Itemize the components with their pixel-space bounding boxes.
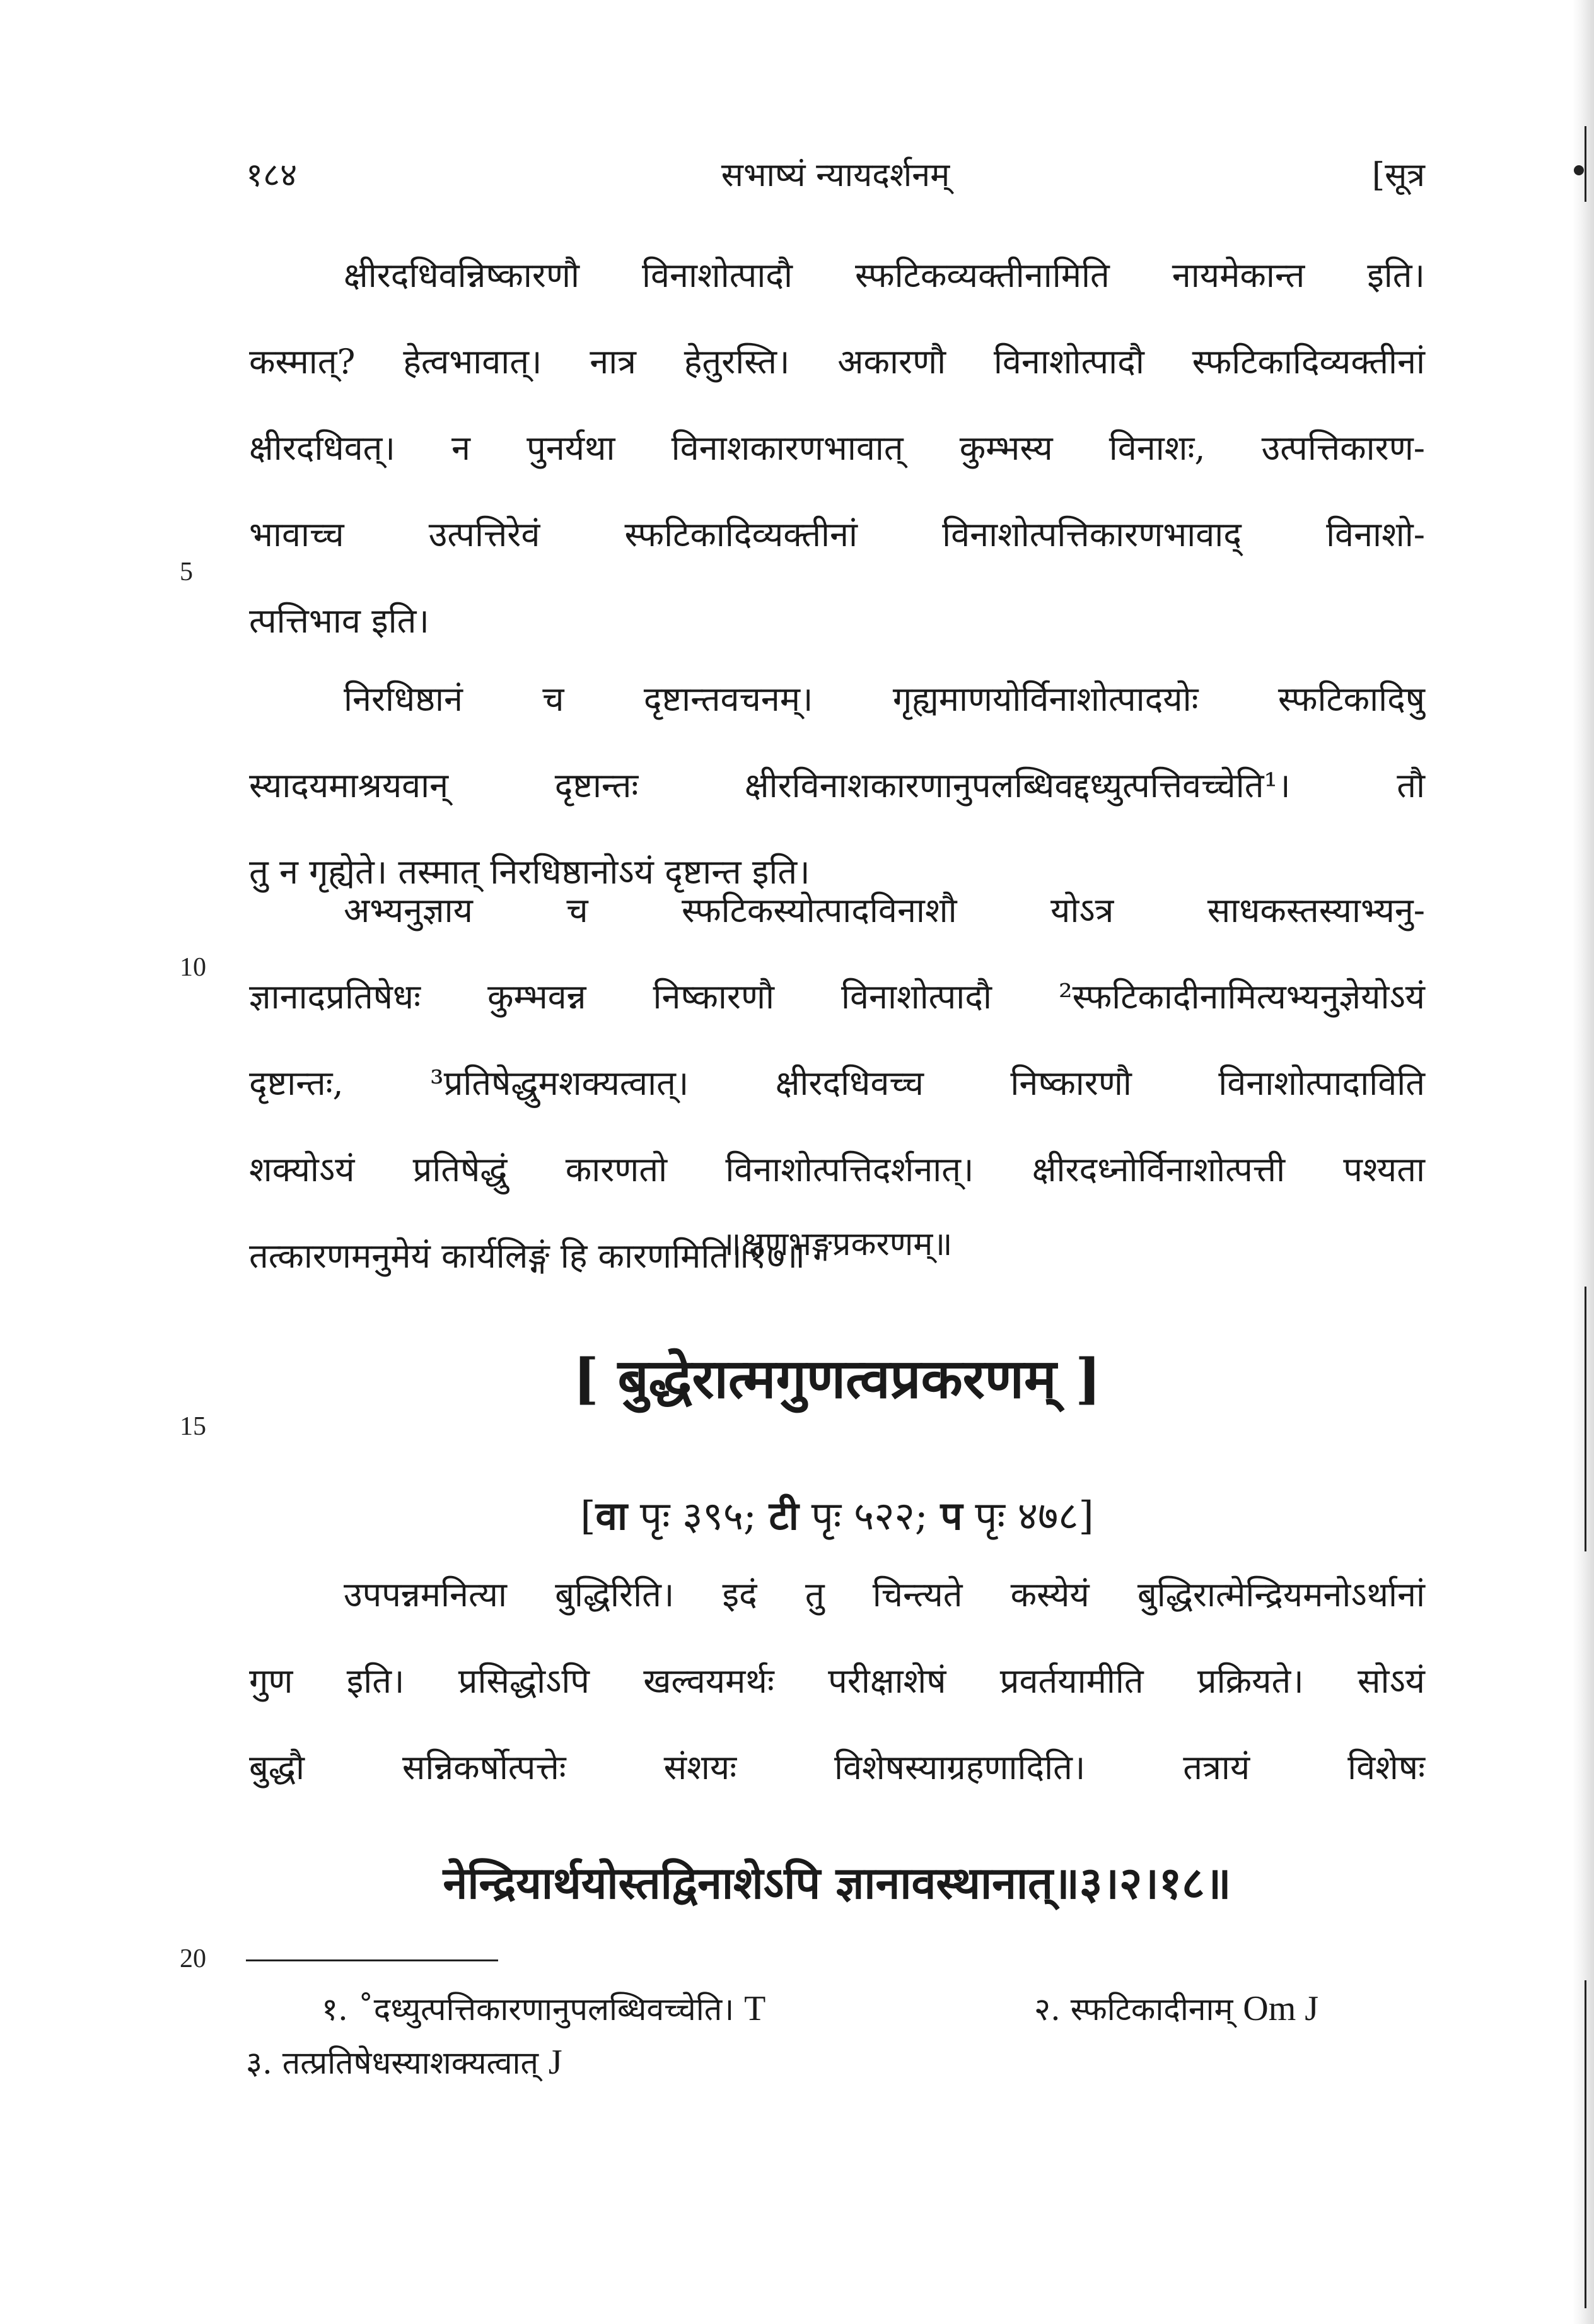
text-line: गुण इति। प्रसिद्धोऽपि खल्वयमर्थः परीक्षाशेषं प्रवर्तयामीति प्रक्रियते। सोऽयं [249,1661,1425,1701]
section-end-marker: ॥क्षणभङ्गप्रकरणम्॥ [721,1225,953,1263]
scan-edge-dot [1574,165,1584,175]
sutra-heading: नेन्द्रियार्थयोस्तद्विनाशेऽपि ज्ञानावस्थानात्॥३।२।१८॥ [443,1857,1231,1909]
line-number: 20 [180,1944,206,1973]
citation-siglum-pa: प [940,1493,963,1539]
paragraph-1 [249,232,1425,664]
running-title: सभाष्यं न्यायदर्शनम् [721,156,950,194]
text-line: बुद्धौ सन्निकर्षोत्पत्तेः संशयः विशेषस्याग्रहणादिति। तत्रायं विशेषः [249,1748,1425,1787]
footnote-text: २. स्फटिकादीनाम् [1034,1991,1233,2028]
line-number: 15 [180,1412,206,1441]
text-line: क्षीरदधिवत्। न पुनर्यथा विनाशकारणभावात् कुम्भस्य विनाशः, उत्पत्तिकारण- [249,428,1425,468]
page-number: १८४ [246,156,298,194]
footnote-text: ३. तत्प्रतिषेधस्याशक्यत्वात् [246,2045,538,2081]
section-label: [सूत्र [1371,156,1425,194]
footnote-rule [246,1959,498,1961]
paragraph-4 [249,1551,1425,1811]
text-line: अभ्यनुज्ञाय च स्फटिकस्योत्पादविनाशौ योऽत्र साधकस्तस्याभ्यनु- [344,890,1425,930]
edition-citation [249,1488,1425,1541]
footnote-source: T [744,1989,766,2028]
text-line: निरधिष्ठानं च दृष्टान्तवचनम्। गृह्यमाणयोर्विनाशोत्पादयोः स्फटिकादिषु [344,679,1425,719]
citation-ref-pa: पृः ४७८ [975,1493,1079,1539]
text-line: भावाच्च उत्पत्तिरेवं स्फटिकादिव्यक्तीनां विनाशोत्पत्तिकारणभावाद् विनाशो- [249,515,1425,554]
footnote-3 [246,2040,562,2083]
text-line: शक्योऽयं प्रतिषेद्धुं कारणतो विनाशोत्पत्तिदर्शनात्। क्षीरदध्नोर्विनाशोत्पत्ती पश्यता [249,1150,1425,1189]
footnote-text: १. ˚दध्युत्पत्तिकारणानुपलब्धिवच्चेति। [322,1991,735,2028]
footnote-source: Om J [1243,1989,1319,2028]
citation-siglum-ti: टी [769,1493,799,1539]
citation-siglum-va: वा [595,1493,628,1539]
line-number: 5 [180,558,193,587]
scan-edge-mark [1585,1980,1586,2308]
footnote-source: J [548,2043,562,2082]
text-line: कस्मात्? हेत्वभावात्। नात्र हेतुरस्ति। अकारणौ विनाशोत्पादौ स्फटिकादिव्यक्तीनां [249,342,1425,382]
text-line: त्पत्तिभाव इति। [249,601,429,641]
citation-ref-va: पृः ३९५; [639,1493,757,1539]
text-line: उपपन्नमनित्या बुद्धिरिति। इदं तु चिन्त्यते कस्येयं बुद्धिरात्मेन्द्रियमनोऽर्थानां [344,1575,1425,1615]
citation-bracket-open: [ [580,1493,596,1539]
scan-edge-mark [1585,126,1586,202]
scan-edge-shadow [1573,0,1594,2324]
line-number: 10 [180,953,206,982]
section-heading: [ बुद्धेरात्मगुणत्वप्रकरणम् ] [573,1347,1102,1411]
text-line: क्षीरदधिवन्निष्कारणौ विनाशोत्पादौ स्फटिकव्यक्तीनामिति नायमेकान्त इति। [344,255,1425,295]
citation-bracket-close: ] [1078,1493,1094,1539]
text-line: ज्ञानादप्रतिषेधः कुम्भवन्न निष्कारणौ विनाशोत्पादौ ²स्फटिकादीनामित्यभ्यनुज्ञेयोऽयं [249,977,1425,1017]
scan-edge-mark [1585,1287,1586,1551]
text-line: दृष्टान्तः, ³प्रतिषेद्धुमशक्यत्वात्। क्षीरदधिवच्च निष्कारणौ विनाशोत्पादाविति [249,1063,1425,1103]
citation-ref-ti: पृः ५२२; [811,1493,928,1539]
footnote-1 [322,1987,765,2029]
footnote-2 [1034,1987,1318,2029]
text-line: स्यादयमाश्रयवान् दृष्टान्तः क्षीरविनाशकारणानुपलब्धिवद्दध्युत्पत्तिवच्चेति¹। तौ [249,766,1425,805]
running-header [246,151,1425,196]
text-line: तत्कारणमनुमेयं कार्यलिङ्गं हि कारणमिति॥१७॥ [249,1236,806,1276]
text-line: तु न गृह्येते। तस्मात् निरधिष्ठानोऽयं दृष्टान्त इति। [249,852,810,892]
